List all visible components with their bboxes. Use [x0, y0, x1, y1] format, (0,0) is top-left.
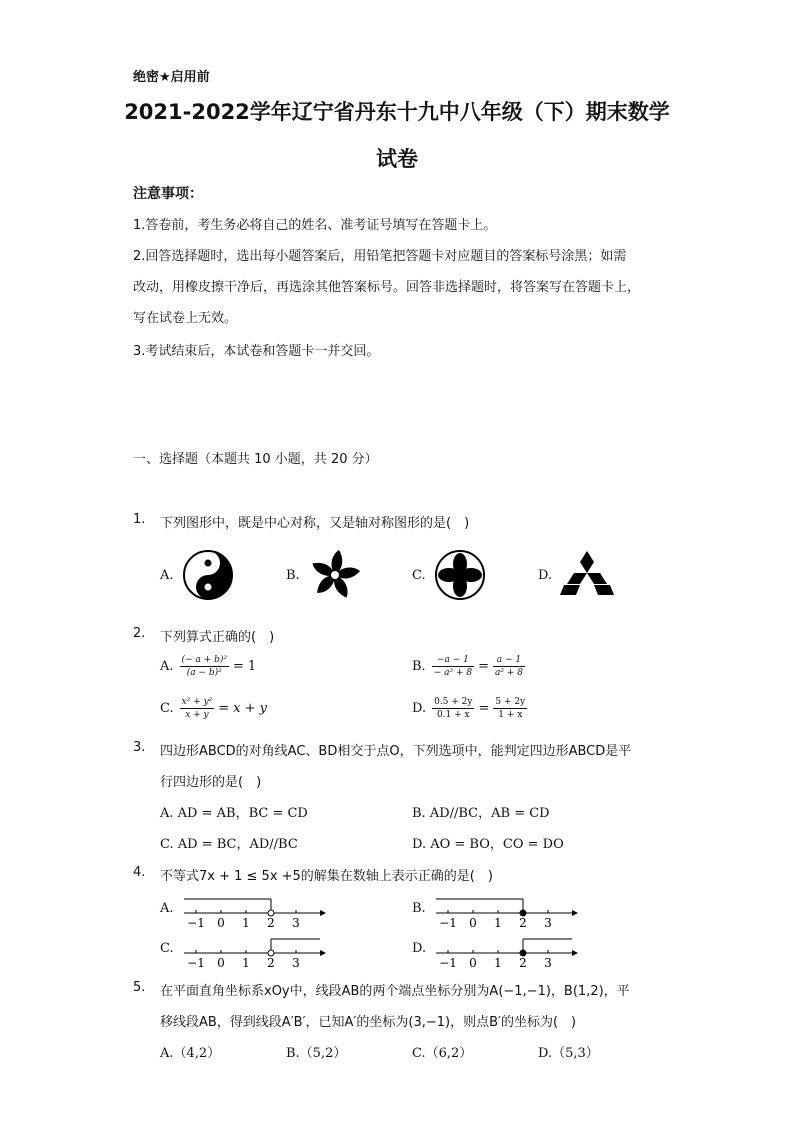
- notice-item-3: 3.考试结束后，本试卷和答题卡一并交回。: [133, 344, 380, 359]
- exam-title: 2021-2022学年辽宁省丹东十九中八年级（下）期末数学: [124, 100, 670, 124]
- number-line-tick-label: 2: [519, 956, 527, 970]
- three-diamond-icon: [560, 549, 614, 597]
- q5-option-c: C.（6,2）: [412, 1046, 473, 1061]
- q2-option-b-label: B.: [412, 659, 426, 674]
- number-line-tick-label: 0: [217, 916, 225, 930]
- number-line-arrow-icon: [320, 910, 326, 916]
- question-2-number: 2.: [133, 626, 146, 641]
- q2-c-rhs: x + y: [233, 701, 268, 716]
- q2-option-c: [160, 696, 267, 721]
- q2-b-numerator-left: −a − 1: [432, 654, 474, 667]
- q2-option-b: [412, 654, 525, 679]
- question-3-number: 3.: [133, 740, 146, 755]
- question-1-text: 下列图形中，既是中心对称，又是轴对称图形的是( ): [160, 516, 470, 531]
- q2-a-numerator: (− a + b)²: [181, 655, 227, 665]
- q2-d-numerator-right: 5 + 2y: [495, 697, 526, 707]
- notice-item-2-end: 写在试卷上无效。: [133, 311, 238, 326]
- number-line-tick-label: −1: [439, 956, 457, 970]
- number-line-tick-label: 0: [469, 916, 477, 930]
- question-5-number: 5.: [133, 980, 146, 995]
- q3-option-a: A. AD = AB，BC = CD: [160, 806, 308, 821]
- number-line-tick-label: −1: [187, 916, 205, 930]
- closed-point: [520, 950, 526, 956]
- number-line-tick-label: 1: [242, 916, 250, 930]
- q1-option-b-label: B.: [286, 568, 300, 583]
- closed-point: [520, 910, 526, 916]
- q2-a-denominator: (a − b)²: [186, 668, 222, 678]
- confidential-mark: 绝密★启用前: [133, 70, 210, 85]
- number-line-arrow-icon: [572, 910, 578, 916]
- q1-option-c-label: C.: [412, 568, 426, 583]
- q2-d-denominator-right: 1 + x: [498, 710, 523, 720]
- q2-a-equals: =: [232, 659, 244, 674]
- q2-option-d-label: D.: [412, 701, 427, 716]
- q2-d-denominator-left: 0.1 + x: [436, 710, 470, 720]
- pinwheel-icon: [307, 548, 363, 602]
- q2-c-fraction: [180, 696, 215, 721]
- question-5-text-cont: 移线段AB，得到线段A′B′，已知A′的坐标为(3,−1)，则点B′的坐标为( ): [160, 1015, 577, 1030]
- q3-option-c: C. AD = BC，AD//BC: [160, 837, 298, 852]
- number-line-tick-label: 1: [494, 956, 502, 970]
- question-1-number: 1.: [133, 512, 146, 527]
- number-line-d: [432, 934, 582, 970]
- q4-option-c-label: C.: [160, 941, 174, 956]
- q1-option-a-label: A.: [160, 568, 174, 583]
- number-line-tick-label: 0: [217, 956, 225, 970]
- q2-b-fraction-left: [432, 654, 474, 679]
- question-5-text: 在平面直角坐标系xOy中，线段AB的两个端点坐标分别为A(−1,−1)，B(1,2)，平: [160, 984, 630, 999]
- q5-option-d: D.（5,3）: [538, 1046, 599, 1061]
- q2-b-numerator-right: a − 1: [493, 654, 525, 667]
- number-line-arrow-icon: [320, 950, 326, 956]
- q4-option-a-label: A.: [160, 901, 174, 916]
- number-line-a: [180, 894, 330, 930]
- q2-option-c-label: C.: [160, 701, 174, 716]
- number-line-tick-label: −1: [187, 956, 205, 970]
- number-line-arrow-icon: [572, 950, 578, 956]
- yin-yang-icon: [180, 549, 236, 601]
- q3-option-b: B. AD//BC，AB = CD: [412, 806, 550, 821]
- number-line-tick-label: 3: [292, 956, 300, 970]
- q2-a-rhs: 1: [247, 659, 257, 674]
- question-2-text: 下列算式正确的( ): [160, 630, 275, 645]
- q4-option-d-label: D.: [412, 941, 427, 956]
- number-line-tick-label: −1: [439, 916, 457, 930]
- q2-d-numerator-left: 0.5 + 2y: [434, 697, 473, 707]
- number-line-tick-label: 1: [242, 956, 250, 970]
- q2-option-d: [412, 696, 527, 721]
- question-4-number: 4.: [133, 865, 146, 880]
- exam-title-line2: 试卷: [376, 147, 418, 171]
- q2-option-a-label: A.: [160, 659, 174, 674]
- question-4-text: 不等式7x + 1 ≤ 5x +5的解集在数轴上表示正确的是( ): [160, 869, 493, 884]
- q2-c-denominator: x + y: [185, 710, 209, 720]
- number-line-tick-label: 1: [494, 916, 502, 930]
- notice-item-2-cont: 改动，用橡皮擦干净后，再选涂其他答案标号。回答非选择题时，将答案写在答题卡上，: [133, 280, 641, 295]
- number-line-c: [180, 934, 330, 970]
- q2-b-fraction-right: [493, 654, 525, 679]
- notice-heading: 注意事项：: [133, 186, 203, 202]
- number-line-b: [432, 894, 582, 930]
- q2-c-equals: =: [218, 701, 230, 716]
- number-line-tick-label: 3: [544, 956, 552, 970]
- number-line-tick-label: 0: [469, 956, 477, 970]
- notice-item-1: 1.答卷前，考生务必将自己的姓名、准考证号填写在答题卡上。: [133, 218, 497, 233]
- number-line-tick-label: 2: [267, 956, 275, 970]
- q2-a-fraction: [180, 654, 229, 679]
- number-line-tick-label: 2: [267, 916, 275, 930]
- q2-d-equals: =: [478, 701, 490, 716]
- q2-d-fraction-right: [493, 696, 527, 721]
- q5-option-a: A.（4,2）: [160, 1046, 221, 1061]
- number-line-tick-label: 3: [544, 916, 552, 930]
- number-line-tick-label: 3: [292, 916, 300, 930]
- notice-item-2: 2.回答选择题时，选出每小题答案后，用铅笔把答题卡对应题目的答案标号涂黑；如需: [133, 249, 627, 264]
- q1-option-d-label: D.: [538, 568, 553, 583]
- q2-b-equals: =: [478, 659, 489, 674]
- section-heading: 一、选择题（本题共 10 小题，共 20 分）: [133, 452, 378, 467]
- q2-c-numerator: x² + y²: [181, 697, 213, 707]
- open-point: [268, 910, 274, 916]
- question-3-text-cont: 行四边形的是( ): [160, 775, 262, 790]
- q4-option-b-label: B.: [412, 901, 426, 916]
- q3-option-d: D. AO = BO，CO = DO: [412, 837, 564, 852]
- q2-d-fraction-left: [432, 696, 474, 721]
- question-3-text: 四边形ABCD的对角线AC、BD相交于点O，下列选项中，能判定四边形ABCD是平: [160, 744, 632, 759]
- q2-b-denominator-left: − a² + 8: [433, 668, 473, 678]
- number-line-tick-label: 2: [519, 916, 527, 930]
- open-point: [268, 950, 274, 956]
- four-petal-icon: [432, 549, 488, 601]
- q2-option-a: [160, 654, 256, 679]
- q5-option-b: B.（5,2）: [286, 1046, 347, 1061]
- q2-b-denominator-right: a² + 8: [494, 668, 523, 678]
